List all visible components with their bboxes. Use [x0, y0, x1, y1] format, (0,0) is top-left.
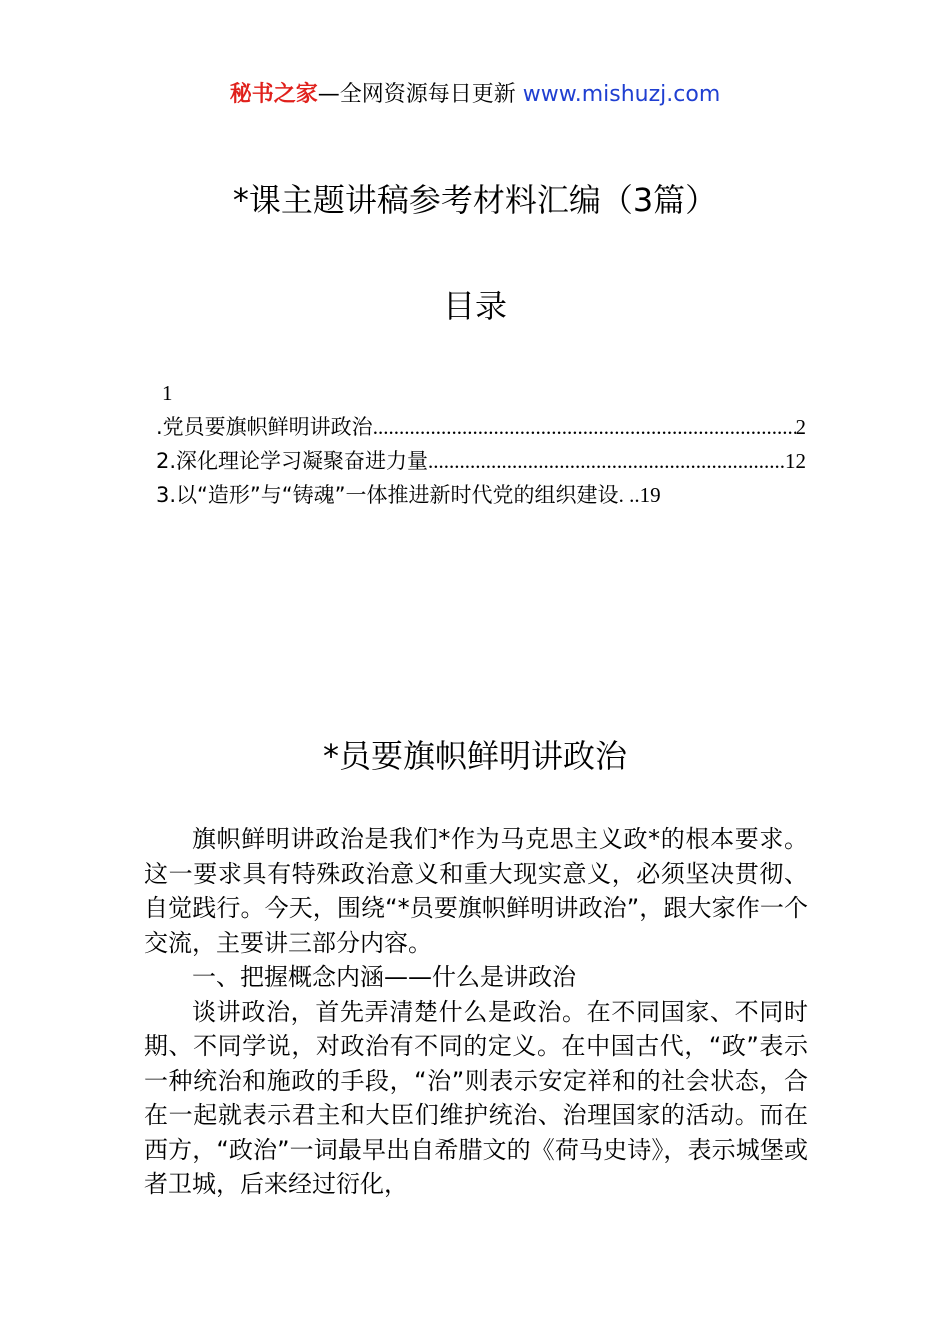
toc-page-number: .19	[634, 483, 661, 507]
toc-heading: 目录	[442, 287, 507, 325]
toc-page-number: 12	[785, 449, 806, 473]
toc-entry-1-number: 1	[162, 381, 173, 405]
toc-entry-label: 2.深化理论学习凝聚奋进力量	[156, 449, 429, 473]
toc-dot-leader	[373, 410, 796, 444]
section-title: *员要旗帜鲜明讲政治	[322, 737, 627, 775]
toc-entry-label: .党员要旗帜鲜明讲政治	[156, 415, 373, 439]
toc-page-number: 2	[795, 415, 806, 439]
toc-entry[interactable]	[156, 410, 806, 444]
toc-entry[interactable]	[156, 444, 806, 478]
site-header	[0, 80, 950, 110]
table-of-contents	[156, 376, 806, 512]
toc-dot-leader	[428, 444, 785, 478]
site-brand: 秘书之家	[229, 82, 318, 107]
body-subheading: 一、把握概念内涵——什么是讲政治	[192, 963, 576, 991]
toc-entry[interactable]	[156, 478, 806, 512]
header-slogan: 全网资源每日更新	[339, 82, 523, 107]
header-separator: —	[317, 82, 340, 107]
section-body	[144, 822, 808, 1202]
body-paragraph: 谈讲政治，首先弄清楚什么是政治。在不同国家、不同时期、不同学说，对政治有不同的定义。在中国古代，“政”表示一种统治和施政的手段，“治”则表示安定祥和的社会状态，合在一起就表示君主和大臣们维护统治、治理国家的活动。而在西方，“政治”一词最早出自希腊文的《荷马史诗》，表示城堡或者卫城，后来经过衍化，	[144, 997, 808, 1198]
toc-entry-label: 3.以“造形”与“铸魂”一体推进新时代党的组织建设	[156, 483, 619, 507]
toc-dot-leader	[619, 478, 635, 512]
body-paragraph: 旗帜鲜明讲政治是我们*作为马克思主义政*的根本要求。这一要求具有特殊政治意义和重大现实意义，必须坚决贯彻、自觉践行。今天，围绕“*员要旗帜鲜明讲政治”，跟大家作一个交流，主要讲三部分内容。	[144, 825, 808, 957]
document-title: *课主题讲稿参考材料汇编（3篇）	[232, 181, 718, 219]
site-url-link[interactable]: www.mishuzj.com	[522, 82, 721, 107]
